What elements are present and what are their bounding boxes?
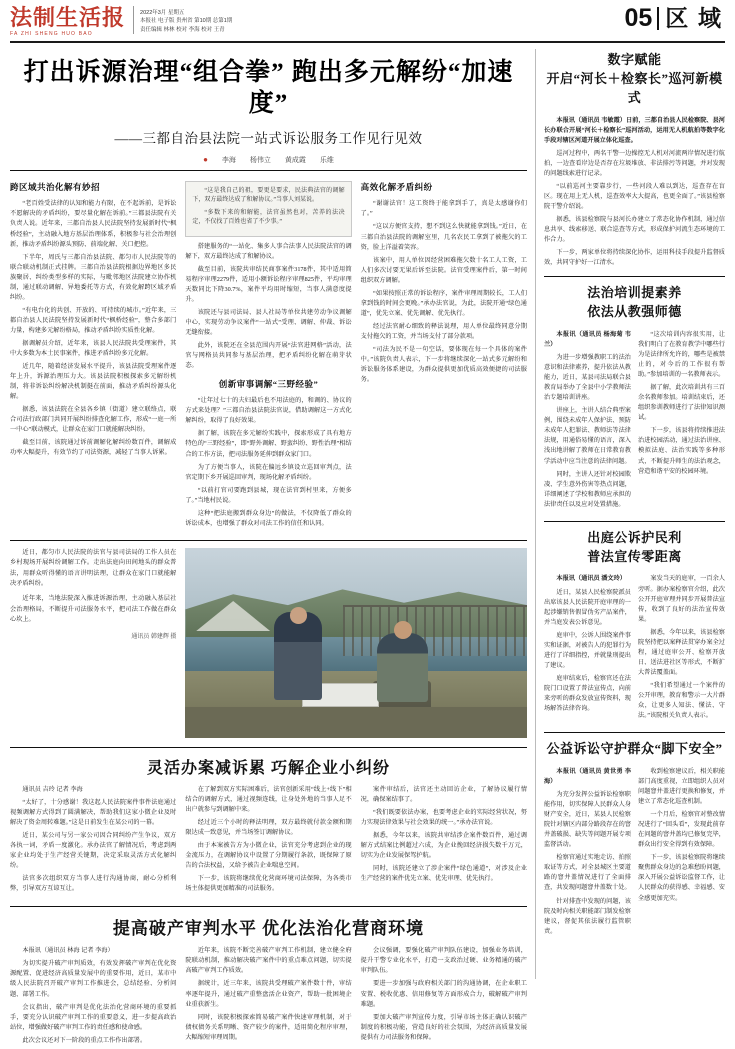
paragraph: 同时，该院积极探索简易破产案件快速审理机制，对于债权债务关系明晰、资产较少的案件，适用简化程序审理，大幅缩短审理周期。 (185, 1013, 352, 1041)
paragraph: 该案中，用人单位因经营困难拖欠数十名工人工资，工人们多次讨要无果后诉至法院。法官受理案件后，第一时间组织双方调解。 (360, 256, 527, 284)
byline: 本报讯（通讯员 韦敏霞）日前，三都自治县人民检察院、县河长办联合开展“河长＋检察长”巡河活动，运用无人机航拍等数字化手段对辖区河道开展立体化巡查。 (544, 116, 725, 144)
paragraph: 截至目前，该院通过诉前调解化解纠纷数百件，调解成功率大幅提升，有效节约了司法资源，减轻了当事人诉累。 (10, 439, 177, 457)
mid-column-3 (361, 785, 527, 897)
photo-caption (10, 548, 176, 738)
paragraph: 为切实提升破产审判质效，有效发挥破产审判在优化资源配置、促进经济高质量发展中的重要作用，近日，某市中级人民法院召开破产审判工作推进会，总结经验、分析问题、部署工作。 (10, 960, 177, 998)
byline: 通讯员 吉玲 记者 李海 (22, 785, 83, 793)
pull-quote (185, 181, 351, 237)
paragraph: “以前巡河主要靠步行，一些河段人难以到达，巡查存在盲区。现在用上无人机，巡查效率大大提高，也更全面了。”该县检察院干警介绍说。 (544, 182, 725, 210)
lead-subheading-3: 高效化解矛盾纠纷 (360, 181, 433, 192)
page-indicator (624, 6, 725, 31)
byline: 本报讯（通讯员 杨海菊 韦兰） (544, 330, 631, 349)
paragraph: 此外，该院还在全县范围内开展“法官进网格”活动，法官与网格员共同参与基层治理，把矛盾纠纷化解在萌芽状态。 (185, 342, 352, 370)
lead-column-3 (361, 181, 527, 532)
paragraph: 庭审中，公诉人围绕案件事实和证据，对被告人的犯罪行为进行了详细指控，并就量刑提出了建议。 (544, 631, 631, 669)
paragraph: 据调解员介绍，近年来，该县人民法院共受理案件，其中大多数为本土民事案件，推进矛盾纠纷多元化解。 (10, 339, 177, 358)
masthead-meta (133, 6, 232, 34)
lead-byline (10, 155, 527, 171)
right-article-2-columns (544, 330, 725, 513)
paragraph: 据悉，该县法院在全县各乡镇（街道）建立联络点，联合司法行政部门共同开展纠纷排查化解工作，形成“一庭一所一中心”联动模式，让群众在家门口就能解决纠纷。 (10, 406, 177, 434)
paragraph: 同时，主讲人还针对校园欺凌、学生意外伤害等热点问题，详细阐述了学校和教师应承担的法律责任以及应对处置措施。 (544, 470, 631, 508)
right-article-3-columns (544, 574, 725, 724)
byline-name-3: 黄成霞 (284, 155, 306, 164)
paragraph: 同时，该院还建立了涉企案件“绿色通道”，对涉及企业生产经营的案件优先立案、优先审理、优先执行。 (360, 865, 527, 883)
mid-article-columns (10, 785, 527, 897)
right-article-4 (544, 740, 725, 940)
byline: 本报讯（通讯员 潘文玲） (556, 575, 626, 583)
photo-road (185, 707, 527, 737)
paragraph: 案件审结后，法官还主动回访企业，了解协议履行情况，确保案结事了。 (360, 785, 527, 803)
mid-article-title: 灵活办案减诉累 巧解企业小纠纷 (146, 759, 390, 777)
right-column (535, 49, 725, 979)
lead-subheadline: ——三都自治县法院一站式诉讼服务工作见行见效 (114, 130, 423, 146)
masthead-left (10, 6, 232, 37)
pull-quote-line-1: “这是我自己的祖，要更是要求，民法典法官的调解下，双方最终达成了和解协议。”当事人刘某说。 (192, 187, 345, 204)
paragraph: 近年来，当地法院深入推进诉源治理，主动融入基层社会治理格局，不断提升司法服务水平，把司法工作做在群众心坎上。 (10, 594, 177, 624)
lead-article-columns (10, 181, 527, 532)
lead-column-1 (10, 181, 176, 532)
bottom-article-columns (10, 946, 527, 1048)
paragraph: “这以方便官支持，想不到这么快就能拿到钱。”近日，在三都自治县法院的调解室里，几名农民工拿到了被拖欠的工资，脸上洋溢着笑容。 (360, 223, 527, 251)
lead-subheading-1: 跨区域共治化解有妙招 (10, 181, 101, 192)
right-article-2-col-1 (544, 330, 631, 513)
paragraph: “我们希望通过一个案件的公开审理，教育和警示一大片群众，让更多人知法、懂法、守法。”该院相关负责人表示。 (638, 681, 725, 720)
paragraph: 要进一步加强与政府相关部门的沟通协调，在企业职工安置、税收优惠、信用修复等方面形成合力，破解破产审判难题。 (360, 980, 527, 1008)
right-article-4-columns (544, 767, 725, 940)
byline-name-4: 乐维 (319, 155, 334, 164)
paragraph: 案发当天的庭审，一百余人旁听。据办案检察官介绍，此次公开开庭审理并同步开展普法宣传，收到了良好的法治宣传效果。 (638, 575, 725, 623)
paragraph: 据悉，该县检察院与县河长办建立了常态化协作机制，通过信息共享、线索移送、联合巡查等方式，形成保护河流生态环境的工作合力。 (544, 216, 725, 244)
right-article-2-headline: 法治培训提素养 依法从教强师德 (587, 285, 682, 320)
bottom-column-3 (361, 946, 527, 1048)
paragraph: 在了解到双方实际困难后，法官创新采用“线上+线下”相结合的调解方式，通过视频连线，让身处外地的当事人足不出户就参与到调解中来。 (185, 785, 352, 813)
paragraph: 由于本案被告方为小微企业，法官充分考虑到企业的现金流压力，在调解协议中设置了分期履行条款，既保障了原告的合法权益，又给予被告企业喘息空间。 (185, 842, 352, 870)
paragraph: 据了解，此次培训共有三百余名教师参加。培训结束后，还组织参训教师进行了法律知识测试。 (638, 384, 725, 422)
page-number: 05 (624, 4, 653, 32)
right-article-3-col-2 (638, 574, 725, 724)
paragraph: 一个月后，检察官对整改情况进行了“回头看”，发现此前存在问题的窨井盖均已修复完毕，群众出行安全得到有效保障。 (638, 811, 725, 849)
logo-title-cn: 法制生活报 (10, 5, 126, 30)
paragraph: 检察官通过实地走访、拍照取证等方式，对全县城区主要道路的窨井盖情况进行了全面排查，共发现问题窨井盖数十处。 (544, 854, 631, 892)
paragraph: 截至目前，该院共审结民商事案件3178件，其中适用简易程序审理2279件，适用小额诉讼程序审理825件，平均审理天数同比下降30.7%，案件平均用时缩短，当事人满意度提升。 (185, 266, 352, 304)
photo-person-right (377, 633, 428, 701)
photo-person-left-head (290, 607, 308, 624)
paragraph: 会议强调，要强化破产审判队伍建设，加强业务培训，提升干警专业化水平，打造一支政治过硬、业务精通的破产审判队伍。 (360, 947, 527, 975)
paragraph: 该院还与县司法局、县人社局等单位共建劳动争议调解中心，实现劳动争议案件“一站式”受理、调解、仲裁、诉讼无缝衔接。 (185, 309, 352, 337)
photo-person-right-head (394, 621, 412, 639)
page-section-label: 区 域 (657, 7, 723, 30)
paragraph: 下一步，两家单位将持续深化协作，运用科技手段提升监督质效，共同守护好一江清水。 (544, 249, 725, 267)
mid-article (10, 747, 527, 897)
logo-title-pinyin: FA ZHI SHENG HUO BAO (10, 31, 93, 38)
paragraph: 经过近三个小时的释法明理，双方最终就付款金额和期限达成一致意见，并当场签订调解协议。 (185, 819, 352, 837)
photo-person-left (274, 612, 322, 699)
paragraph: 据悉，今年以来，该县检察院坚持把以案释法贯穿办案全过程，通过庭审公开、检察开放日、送法进社区等形式，不断扩大普法覆盖面。 (638, 628, 725, 676)
paragraph: “太好了，十分感谢！我这起人民法院案件事件法庭通过视频调解方式得到了圆满解决，帮助我们这家小微企业及时解决了资金周转难题。”这是日前发生在某公司的一幕。 (10, 798, 177, 826)
photo-credit: 通讯员 韩建辉 摄 (131, 633, 177, 640)
paragraph: 经过法官耐心细致的释法说理，用人单位最终同意分期支付拖欠的工资，并当场支付了部分款项。 (360, 322, 527, 340)
newspaper-logo (10, 6, 125, 37)
byline: 本报讯（通讯员 林海 记者 李海） (22, 947, 114, 955)
right-article-1 (544, 51, 725, 268)
bottom-article (10, 906, 527, 1048)
paragraph: 法官多次组织双方当事人进行沟通协商，耐心分析利弊，引导双方互谅互让。 (10, 875, 177, 893)
right-article-3-headline: 出庭公诉护民利 普法宣传零距离 (587, 529, 682, 564)
divider (544, 732, 725, 733)
divider (544, 521, 725, 522)
paragraph: 据悉，今年以来，该院共审结涉企案件数百件，通过调解方式结案比例超过六成，为企业挽回经济损失数千万元，切实为企业发展保驾护航。 (360, 832, 527, 860)
paragraph: 要加大破产审判宣传力度，引导市场主体正确认识破产制度的积极功能，营造良好的社会氛围，为经济高质量发展提供有力司法服务和保障。 (360, 1013, 527, 1041)
paragraph: 近日，某县人民检察院派员出席该县人民法院开庭审理的一起涉嫌销售假冒伪劣产品案件，并当庭发表公诉意见。 (544, 588, 631, 626)
mid-column-2 (185, 785, 351, 897)
main-column (10, 49, 535, 1044)
paragraph: 收到检察建议后，相关职能部门高度重视，立即组织人员对问题窨井盖进行更换和修复，并建立了常态化巡查机制。 (638, 767, 725, 806)
news-photo (185, 548, 527, 738)
paragraph: 巡河过程中，两名干警一边操控无人机对河流两岸情况进行航拍，一边查看岸边是否存在垃圾堆放、非法排污等问题，并对发现的问题线索进行记录。 (544, 149, 725, 177)
masthead-meta-line-3: 责任编辑 林林 校对 李海 校对 王青 (140, 26, 225, 33)
byline-bullet-icon: ● (203, 155, 208, 165)
right-article-4-col-1 (544, 767, 631, 940)
byline-name-1: 李海 (221, 155, 236, 164)
lead-column-2 (185, 181, 351, 532)
paragraph: “这次培训内容很实用，让我们明白了在教育教学中哪些行为是法律所允许的，哪些是被禁止的，对今后的工作很有帮助。”参加培训的一名教师表示。 (638, 330, 725, 379)
paragraph: 会议指出，破产审判是优化法治化营商环境的重要抓手，要充分认识破产审判工作的重要意义，进一步提高政治站位，增强做好破产审判工作的责任感和使命感。 (10, 1003, 177, 1031)
right-article-2-col-2 (638, 330, 725, 513)
paragraph: 讲座上，主讲人结合典型案例，围绕未成年人保护法、预防未成年人犯罪法、教师法等法律法规，用通俗易懂的语言，深入浅出地讲解了教师在日常教育教学活动中应当注意的法律问题。 (544, 407, 631, 465)
paragraph: 下一步，该县将持续推进法治进校园活动，通过法治讲座、模拟法庭、法治实践等多种形式，不断提升师生的法治观念，营造和谐平安的校园环境。 (638, 427, 725, 475)
paragraph: 为了方便当事人，该院在偏远乡镇设立巡回审判点，法官定期下乡开展巡回审判，现场化解矛盾纠纷。 (185, 463, 352, 481)
pull-quote-line-2: “多数下来的和解能，法官虽然也对，苦养的法决定，不仅找了百姓也省了不少事。” (192, 209, 345, 226)
paragraph: “让年过七十的夫妇最后也不用法庭的，和调的、协议的方式来处理？”三都自治县法院法官说，借助调解这一方式化解纠纷，取得了良好效果。 (185, 397, 352, 425)
lead-subheading-2: 创新审事调解“三野经验” (218, 378, 319, 389)
paragraph: 下一步，该院将继续优化营商环境司法保障，为各类市场主体提供更加精准的司法服务。 (185, 875, 352, 893)
lead-headline: 打出诉源治理“组合拳” 跑出多元解纷“加速度” (23, 59, 514, 118)
paragraph: 下半年，周氏与三都自治县法院、都匀市人民法院等的联合联动机制正式挂牌。三都自治县法院根据边界地区多民族聚居、纠纷类型多样的实际，与毗邻地区法院建立协作机制，通过联动调解、异地委托等方式，有效化解跨区域矛盾纠纷。 (10, 253, 177, 301)
divider (544, 276, 725, 277)
paragraph: “司法为民不是一句空话，要体现在每一个具体的案件中。”该院负责人表示，下一步将继续深化一站式多元解纷和诉讼服务体系建设，为群众提供更加优质高效便捷的司法服务。 (360, 345, 527, 384)
mid-column-1 (10, 785, 176, 897)
right-article-1-body (544, 116, 725, 269)
paragraph: “老百姓受法律的认知和能力有限，在不起诉前，是诉讼不愿解决的矛盾纠纷，要尽量化解在诉前。”三都县法院有关负责人说。近年来，三都自治县人民法院坚持发展新时代“枫桥经验”，主动融入地方基层治理体系，积极参与社会治理创新，推动矛盾纠纷源头预防、前端化解、关口把控。 (10, 200, 177, 248)
paragraph: “如果按照正常的诉讼程序，案件审理周期较长，工人们拿到钱的时间会更晚。”承办法官说，为此，法院开通“绿色通道”，优先立案、优先调解、优先执行。 (360, 289, 527, 317)
paragraph: “有电台化的共创、开放的、可持续的城市。”近年来，三都自治县人民法院坚持发展新时代“枫桥经验”，整合多部门力量，构建多元解纷格局，推动矛盾纠纷实质性化解。 (10, 306, 177, 334)
masthead-meta-line-2: 本报社 电子版 贵州省 第10期 总第1期 (140, 18, 233, 25)
paragraph: 近几年，随着经济发展水平提升，该县法院受理案件逐年上升，诉源治理压力大。该县法院积极探索多元解纷机制，将非诉讼纠纷解决机制挺在前面，推动矛盾纠纷源头化解。 (10, 363, 177, 401)
bottom-column-1 (10, 946, 176, 1048)
byline-name-2: 杨伟立 (249, 155, 271, 164)
masthead (10, 6, 725, 43)
bottom-article-title: 提高破产审判水平 优化法治化营商环境 (112, 919, 425, 939)
lead-article-header (10, 49, 527, 175)
byline: 本报讯（通讯员 黄世勇 李海） (544, 767, 631, 785)
paragraph: “我们既要依法办案，也要考虑企业的实际经营状况，努力实现法律效果与社会效果的统一。”承办法官说。 (360, 808, 527, 826)
paragraph: 据统计，近三年来，该院共受理破产案件数十件，审结率逐年提升，通过破产重整盘活企业资产，帮助一批困境企业重获新生。 (185, 980, 352, 1008)
right-article-3-col-1 (544, 574, 631, 724)
paragraph: “谢谢法官！这工资终于能拿到手了，真是太感谢你们了。” (360, 200, 527, 218)
paragraph: 据了解，该院在多元解纷实践中，探索形成了具有地方特色的“三野经验”，即“野外调解、野蛮纠纷、野性治理”相结合的工作方法，把司法服务延伸到群众家门口。 (185, 430, 352, 458)
right-article-2 (544, 284, 725, 512)
masthead-meta-line-1: 2022年3月 星期五 (140, 10, 185, 16)
paragraph: 庭审结束后，检察官还在法院门口设置了普法宣传点，向前来旁听的群众发放宣传资料，现场解答法律咨询。 (544, 674, 631, 713)
paragraph: 搭建服务的“一站化、集多人事合法事人民法院法官的调解下，双方最终达成了和解协议。 (185, 242, 352, 261)
paragraph: 近日，都匀市人民法院的法官与县司法局的工作人员在乡村现场开展纠纷调解工作。走出法庭向田间地头的群众普法，用群众听得懂的语言讲明法理，让群众在家门口就能解决矛盾纠纷。 (10, 548, 177, 588)
paragraph: 针对排查中发现的问题，该院及时向相关职能部门制发检察建议，督促其依法履行监管职责。 (544, 897, 631, 935)
paragraph: 近年来，该院不断完善破产审判工作机制，建立健全府院联动机制，推动解决破产案件中的重点难点问题，切实提高破产审判工作质效。 (185, 947, 352, 975)
paragraph: 为进一步增强教职工的法治意识和法律素养，提升依法从教能力，近日，某县司法局联合县教育局举办了全县中小学教师法治专题培训讲座。 (544, 354, 631, 402)
paragraph: 近日，某公司与另一家公司因合同纠纷产生争议，双方各执一词，矛盾一度激化。承办法官了解情况后，考虑到两家企业均处于生产经营关键期，决定采取灵活方式化解纠纷。 (10, 832, 177, 870)
photo-article (10, 540, 527, 738)
right-article-3 (544, 529, 725, 724)
paragraph: 此次会议还对下一阶段的重点工作作出部署。 (22, 1036, 147, 1044)
paragraph: 下一步，该县检察院将继续聚焦群众身边的急难愁盼问题，深入开展公益诉讼监督工作，让人民群众的获得感、幸福感、安全感更加充实。 (638, 854, 725, 902)
body-grid (10, 49, 725, 1044)
right-article-1-headline: 数字赋能 开启“河长＋检察长”巡河新模式 (546, 52, 723, 105)
paragraph: 为充分发挥公益诉讼检察职能作用，切实保障人民群众人身财产安全，近日，某县人民检察院针对辖区内部分路段存在的窨井盖破损、缺失等问题开展专项监督活动。 (544, 791, 631, 849)
bottom-column-2 (185, 946, 351, 1048)
paragraph: “以前打官司要跑到县城，现在法官到村里来，方便多了。”当地村民说。 (185, 486, 352, 504)
photo-bridge (343, 605, 527, 656)
right-article-4-col-2 (638, 767, 725, 940)
right-article-4-headline: 公益诉讼守护群众“脚下安全” (546, 741, 723, 757)
paragraph: 这种“把法庭搬到群众身边”的做法，不仅降低了群众的诉讼成本，也增强了群众对司法工作的信任和认同。 (185, 509, 352, 527)
